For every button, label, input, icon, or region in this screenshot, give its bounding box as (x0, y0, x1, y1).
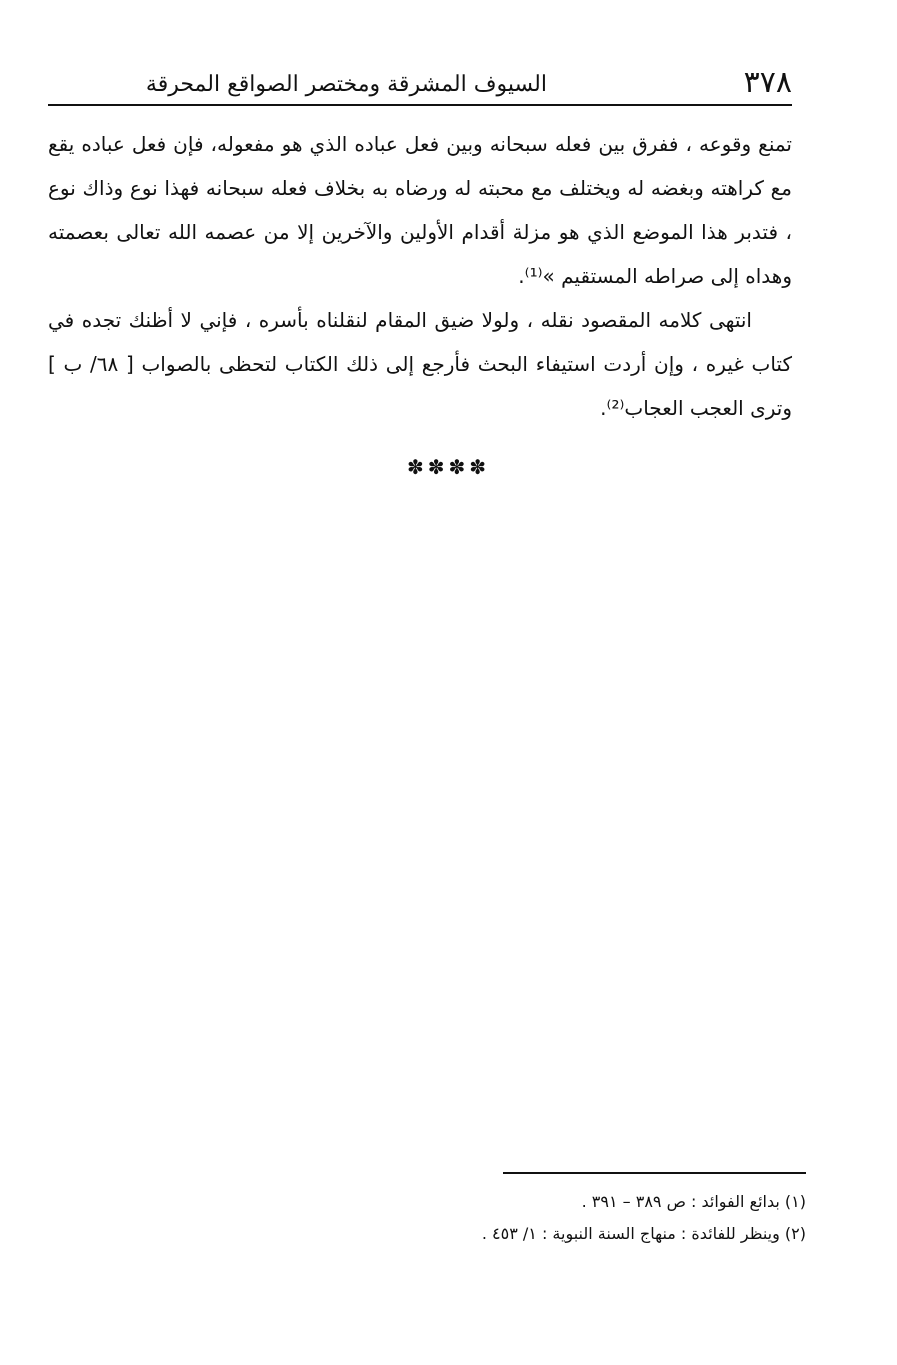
section-separator: ✽✽✽✽ (406, 455, 491, 479)
header-rule (48, 104, 792, 106)
page-number: ٣٧٨ (743, 65, 792, 100)
main-text (48, 122, 792, 430)
footnote-1: (١) بدائع الفوائد : ص ٣٨٩ – ٣٩١ . (581, 1192, 806, 1211)
running-title: السيوف المشرقة ومختصر الصواقع المحرقة (145, 72, 547, 97)
footnote-rule (503, 1172, 806, 1174)
footnotes (300, 1186, 806, 1250)
footnote-2: (٢) وينظر للفائدة : منهاج السنة النبوية : ١/ ٤٥٣ . (481, 1224, 806, 1243)
paragraph-2: انتهى كلامه المقصود نقله ، ولولا ضيق المقام لنقلناه بأسره ، فإني لا أظنك تجده في كتاب غيره ، وإن أردت استيفاء البحث فأرجع إلى ذلك الكتاب لتحظى بالصواب [ ٦٨/ ب ] وترى العجب العجاب⁽²⁾. (48, 308, 792, 420)
paragraph-1: تمنع وقوعه ، ففرق بين فعله سبحانه وبين فعل عباده الذي هو مفعوله، فإن فعل عباده يقع مع كراهته وبغضه له ويختلف مع محبته له ورضاه به بخلاف فعله سبحانه فهذا نوع وذاك نوع ، فتدبر هذا الموضع الذي هو مزلة أقدام الأولين والآخرين إلا من عصمه الله تعالى بعصمته وهداه إلى صراطه المستقيم »⁽¹⁾. (48, 132, 792, 288)
page-header (48, 62, 792, 106)
